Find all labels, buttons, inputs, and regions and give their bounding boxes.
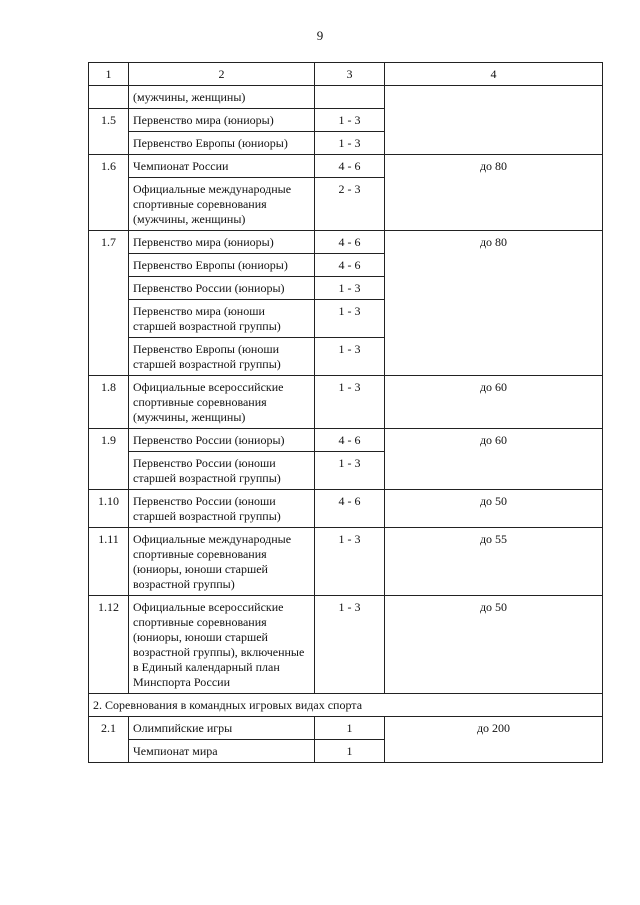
table-row — [89, 596, 603, 694]
limit-value — [385, 86, 603, 155]
competition-name: Официальные международные спортивные соревнования (юниоры, юноши старшей возрастной группы) — [129, 528, 315, 596]
places-value: 4 - 6 — [315, 254, 385, 277]
places-value: 1 - 3 — [315, 277, 385, 300]
sports-ranking-table — [88, 62, 603, 763]
row-number: 1.10 — [89, 490, 129, 528]
row-number: 1.8 — [89, 376, 129, 429]
section-2-title: 2. Соревнования в командных игровых видах спорта — [89, 694, 603, 717]
page-number: 9 — [316, 28, 324, 43]
limit-value: до 55 — [385, 528, 603, 596]
row-number: 1.5 — [89, 109, 129, 155]
row-number: 1.7 — [89, 231, 129, 376]
competition-name: Первенство мира (юниоры) — [129, 231, 315, 254]
places-value: 1 - 3 — [315, 452, 385, 490]
header-col-3: 3 — [315, 63, 385, 86]
limit-value: до 80 — [385, 231, 603, 376]
limit-value: до 60 — [385, 429, 603, 490]
places-value: 2 - 3 — [315, 178, 385, 231]
competition-name: Первенство Европы (юниоры) — [129, 132, 315, 155]
competition-name: Официальные международные спортивные соревнования (мужчины, женщины) — [129, 178, 315, 231]
competition-name: Официальные всероссийские спортивные соревнования (мужчины, женщины) — [129, 376, 315, 429]
table-row — [89, 490, 603, 528]
row-number: 1.6 — [89, 155, 129, 231]
row-number: 2.1 — [89, 717, 129, 763]
competition-name: Официальные всероссийские спортивные соревнования (юниоры, юноши старшей возрастной группы), включенные в Единый календарный план Минспорта России — [129, 596, 315, 694]
competition-name: (мужчины, женщины) — [129, 86, 315, 109]
row-number: 1.9 — [89, 429, 129, 490]
table-row — [89, 231, 603, 254]
competition-name: Чемпионат России — [129, 155, 315, 178]
row-number: 1.12 — [89, 596, 129, 694]
table-header-row — [89, 63, 603, 86]
places-value — [315, 86, 385, 109]
competition-name: Первенство Европы (юноши старшей возрастной группы) — [129, 338, 315, 376]
header-col-1: 1 — [89, 63, 129, 86]
competition-name: Первенство России (юниоры) — [129, 429, 315, 452]
limit-value: до 80 — [385, 155, 603, 231]
header-col-4: 4 — [385, 63, 603, 86]
places-value: 1 - 3 — [315, 300, 385, 338]
places-value: 1 — [315, 740, 385, 763]
competition-name: Первенство России (юноши старшей возрастной группы) — [129, 490, 315, 528]
places-value: 4 - 6 — [315, 155, 385, 178]
section-heading-row — [89, 694, 603, 717]
competition-name: Первенство Европы (юниоры) — [129, 254, 315, 277]
places-value: 4 - 6 — [315, 429, 385, 452]
table-row — [89, 376, 603, 429]
row-number — [89, 86, 129, 109]
limit-value: до 200 — [385, 717, 603, 763]
table-row — [89, 86, 603, 109]
places-value: 1 - 3 — [315, 338, 385, 376]
competition-name: Олимпийские игры — [129, 717, 315, 740]
limit-value: до 50 — [385, 490, 603, 528]
limit-value: до 60 — [385, 376, 603, 429]
competition-name: Чемпионат мира — [129, 740, 315, 763]
table-row — [89, 155, 603, 178]
places-value: 1 - 3 — [315, 596, 385, 694]
places-value: 1 — [315, 717, 385, 740]
table-row — [89, 429, 603, 452]
competition-name: Первенство России (юноши старшей возрастной группы) — [129, 452, 315, 490]
competition-name: Первенство мира (юноши старшей возрастной группы) — [129, 300, 315, 338]
table-row — [89, 528, 603, 596]
places-value: 1 - 3 — [315, 528, 385, 596]
places-value: 4 - 6 — [315, 490, 385, 528]
limit-value: до 50 — [385, 596, 603, 694]
places-value: 4 - 6 — [315, 231, 385, 254]
header-col-2: 2 — [129, 63, 315, 86]
competition-name: Первенство мира (юниоры) — [129, 109, 315, 132]
table-row — [89, 717, 603, 740]
places-value: 1 - 3 — [315, 109, 385, 132]
places-value: 1 - 3 — [315, 132, 385, 155]
places-value: 1 - 3 — [315, 376, 385, 429]
row-number: 1.11 — [89, 528, 129, 596]
competition-name: Первенство России (юниоры) — [129, 277, 315, 300]
